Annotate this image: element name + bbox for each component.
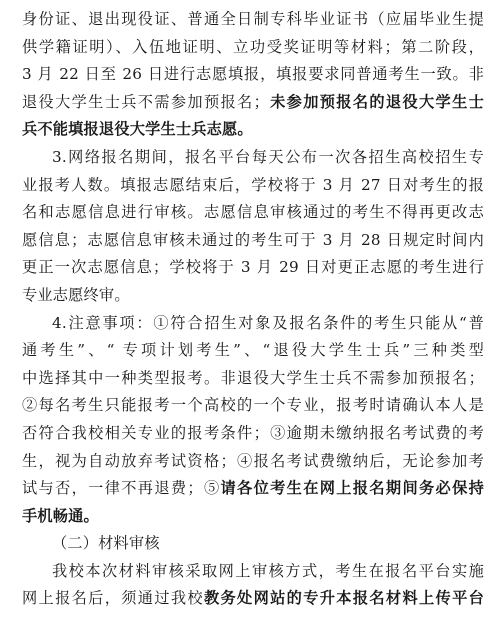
text-line: 业报考人数。填报志愿结束后，学校将于 3 月 27 日对考生的报 — [22, 175, 484, 194]
paragraph-first-line: 3.网络报名期间，报名平台每天公布一次各招生高校招生专 — [52, 147, 484, 166]
section-heading: （二）材料审核 — [52, 534, 160, 553]
text-line: ②每名考生只能报考一个高校的一个专业，报考时请确认本人是 — [22, 396, 484, 415]
paragraph-first-line: 4.注意事项：①符合招生对象及报名条件的考生只能从“普 — [52, 313, 484, 332]
document-page — [22, 6, 484, 613]
text-line: 名和志愿信息进行审核。志愿信息审核通过的考生不得再更改志 — [22, 203, 484, 222]
text-line: 供学籍证明）、入伍地证明、立功受奖证明等材料；第二阶段， — [22, 37, 484, 56]
text-span: 网上报名后，须通过我校 — [22, 589, 204, 608]
text-line: 专业志愿终审。 — [22, 285, 130, 304]
bold-text-span: 未参加预报名的退役大学生士 — [268, 92, 484, 111]
text-line: 愿信息；志愿信息审核未通过的考生可于 3 月 28 日规定时间内 — [22, 230, 484, 249]
text-line-bold: 手机畅通。 — [22, 506, 99, 525]
text-line: 通考生”、“ 专项计划考生”、“退役大学生士兵”三种类型 — [22, 341, 484, 360]
text-line: 身份证、退出现役证、普通全日制专科毕业证书（应届毕业生提 — [22, 10, 484, 28]
bold-text-span: 请各位考生在网上报名期间务必保持 — [220, 479, 484, 498]
text-line-bold: 兵不能填报退役大学生士兵志愿。 — [22, 120, 253, 139]
text-span: 试与否，一律不再退费；⑤ — [22, 479, 221, 498]
text-line: 3 月 22 日至 26 日进行志愿填报，填报要求同普通考生一致。非 — [22, 65, 484, 84]
text-line: 中选择其中一种类型报考。非退役大学生士兵不需参加预报名； — [22, 368, 484, 387]
text-line — [22, 475, 484, 503]
text-line: 生，视为自动放弃考试资格；④报名考试费缴纳后，无论参加考 — [22, 451, 484, 470]
text-line — [22, 89, 484, 117]
text-span: 退役大学生士兵不需参加预报名； — [22, 92, 269, 111]
paragraph-first-line: 我校本次材料审核采取网上审核方式，考生在报名平台实施 — [52, 561, 484, 580]
text-line: 更正一次志愿信息；学校将于 3 月 29 日对更正志愿的考生进行 — [22, 258, 484, 277]
text-line — [22, 585, 484, 613]
text-line: 否符合我校相关专业的报考条件；③逾期未缴纳报名考试费的考 — [22, 423, 484, 442]
bold-text-span: 教务处网站的专升本报名材料上传平台 — [203, 589, 484, 608]
